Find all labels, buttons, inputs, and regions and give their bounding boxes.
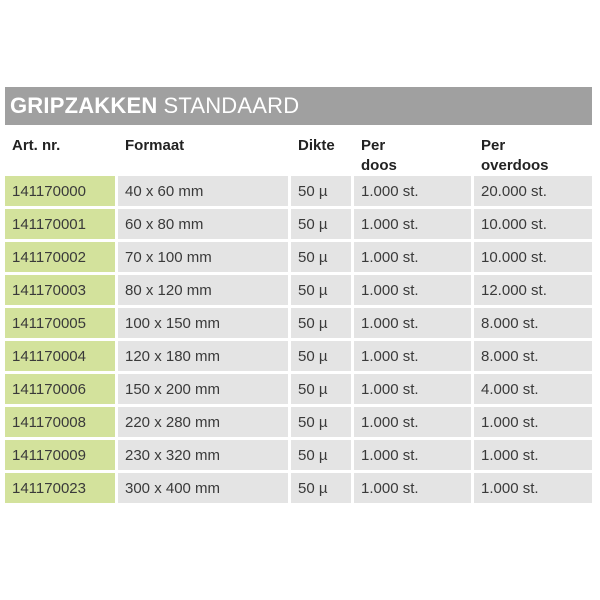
cell-dikte: 50 µ	[291, 176, 354, 209]
cell-per-doos: 1.000 st.	[354, 473, 474, 506]
cell-per-doos: 1.000 st.	[354, 176, 474, 209]
table-row	[5, 308, 592, 341]
header-per-doos-line1: Per	[361, 137, 386, 154]
cell-per-overdoos: 8.000 st.	[474, 308, 592, 341]
cell-art-nr: 141170009	[5, 440, 118, 473]
cell-dikte: 50 µ	[291, 341, 354, 374]
cell-art-nr: 141170004	[5, 341, 118, 374]
product-table	[5, 125, 592, 506]
cell-dikte: 50 µ	[291, 275, 354, 308]
table-row	[5, 176, 592, 209]
cell-dikte: 50 µ	[291, 209, 354, 242]
cell-per-doos: 1.000 st.	[354, 407, 474, 440]
cell-art-nr: 141170008	[5, 407, 118, 440]
table-row	[5, 209, 592, 242]
header-per-doos	[354, 125, 474, 176]
cell-per-overdoos: 1.000 st.	[474, 440, 592, 473]
table-row	[5, 374, 592, 407]
cell-dikte: 50 µ	[291, 473, 354, 506]
cell-per-overdoos: 20.000 st.	[474, 176, 592, 209]
cell-formaat: 230 x 320 mm	[118, 440, 291, 473]
cell-art-nr: 141170005	[5, 308, 118, 341]
table-row	[5, 341, 592, 374]
header-per-overdoos	[474, 125, 592, 176]
cell-formaat: 60 x 80 mm	[118, 209, 291, 242]
header-row	[5, 125, 592, 176]
cell-per-doos: 1.000 st.	[354, 440, 474, 473]
header-per-overdoos-line2: overdoos	[481, 157, 549, 174]
cell-per-overdoos: 8.000 st.	[474, 341, 592, 374]
cell-formaat: 220 x 280 mm	[118, 407, 291, 440]
cell-dikte: 50 µ	[291, 440, 354, 473]
cell-formaat: 40 x 60 mm	[118, 176, 291, 209]
cell-per-overdoos: 10.000 st.	[474, 209, 592, 242]
header-dikte: Dikte	[298, 137, 335, 154]
cell-formaat: 300 x 400 mm	[118, 473, 291, 506]
cell-per-overdoos: 10.000 st.	[474, 242, 592, 275]
header-per-overdoos-line1: Per	[481, 137, 506, 154]
table-row	[5, 242, 592, 275]
table-title-bar	[5, 87, 592, 125]
table-row	[5, 275, 592, 308]
cell-art-nr: 141170002	[5, 242, 118, 275]
cell-per-overdoos: 12.000 st.	[474, 275, 592, 308]
cell-art-nr: 141170006	[5, 374, 118, 407]
cell-per-doos: 1.000 st.	[354, 209, 474, 242]
cell-dikte: 50 µ	[291, 407, 354, 440]
cell-art-nr: 141170003	[5, 275, 118, 308]
cell-dikte: 50 µ	[291, 374, 354, 407]
cell-formaat: 150 x 200 mm	[118, 374, 291, 407]
cell-formaat: 80 x 120 mm	[118, 275, 291, 308]
cell-art-nr: 141170000	[5, 176, 118, 209]
cell-per-doos: 1.000 st.	[354, 341, 474, 374]
cell-formaat: 70 x 100 mm	[118, 242, 291, 275]
cell-art-nr: 141170001	[5, 209, 118, 242]
cell-dikte: 50 µ	[291, 242, 354, 275]
title-bold: GRIPZAKKEN	[10, 93, 158, 118]
cell-per-doos: 1.000 st.	[354, 374, 474, 407]
cell-dikte: 50 µ	[291, 308, 354, 341]
table-row	[5, 440, 592, 473]
header-formaat: Formaat	[125, 137, 185, 154]
cell-per-doos: 1.000 st.	[354, 308, 474, 341]
cell-per-doos: 1.000 st.	[354, 275, 474, 308]
header-art-nr: Art. nr.	[12, 137, 61, 154]
header-per-doos-line2: doos	[361, 157, 397, 174]
cell-formaat: 100 x 150 mm	[118, 308, 291, 341]
cell-art-nr: 141170023	[5, 473, 118, 506]
table-row	[5, 407, 592, 440]
title-light: STANDAARD	[163, 93, 300, 118]
cell-formaat: 120 x 180 mm	[118, 341, 291, 374]
cell-per-overdoos: 4.000 st.	[474, 374, 592, 407]
cell-per-overdoos: 1.000 st.	[474, 473, 592, 506]
cell-per-overdoos: 1.000 st.	[474, 407, 592, 440]
product-table-panel	[5, 87, 592, 506]
table-row	[5, 473, 592, 506]
cell-per-doos: 1.000 st.	[354, 242, 474, 275]
